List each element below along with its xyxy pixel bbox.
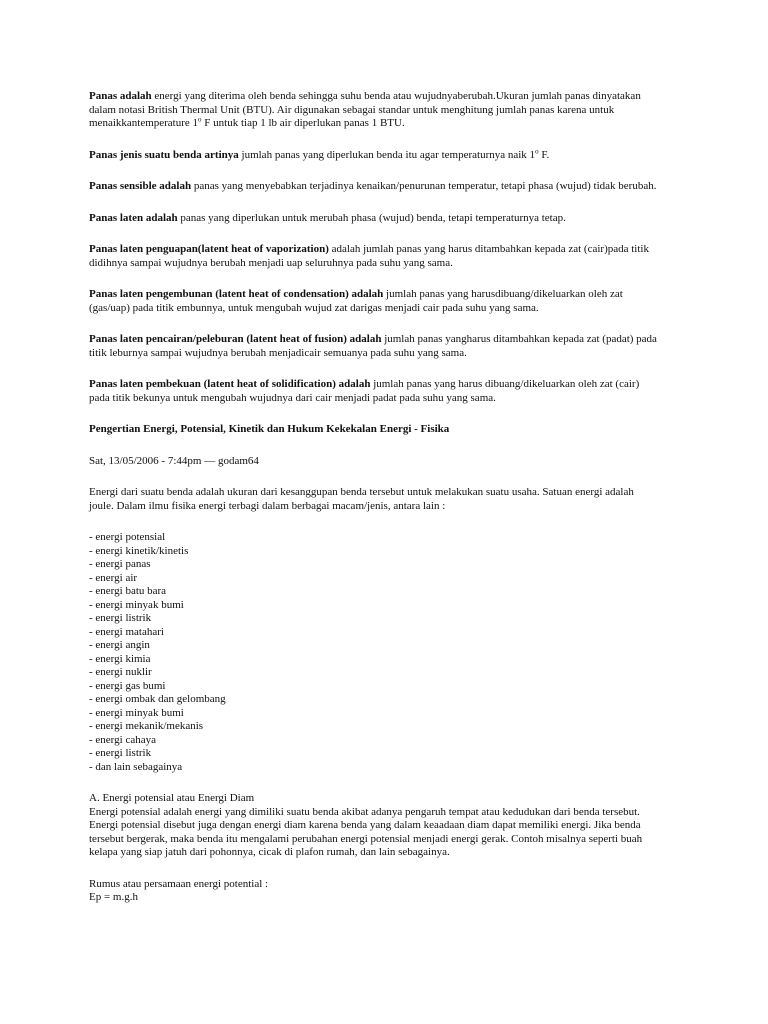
definition-pembekuan — [89, 378, 689, 405]
list-item: - energi angin — [89, 639, 150, 651]
list-item: - energi ombak dan gelombang — [89, 693, 226, 705]
formula-label: Rumus atau persamaan energi potential : — [89, 877, 269, 890]
definition-text: F. — [538, 148, 550, 161]
definition-term: Panas sensible adalah — [89, 180, 192, 192]
list-item: - energi minyak bumi — [89, 598, 184, 611]
list-item: - energi potensial — [89, 531, 166, 543]
list-item: - energi gas bumi — [89, 679, 166, 692]
definition-text: didihnya sampai wujudnya berubah menjadi uap seluruhnya pada suhu yang sama. — [89, 256, 453, 269]
definition-pengembunan — [89, 288, 689, 315]
list-item: - energi kimia — [89, 652, 151, 665]
definition-term: Panas jenis suatu benda artinya — [89, 148, 239, 161]
definition-text: F untuk tiap 1 lb air diperlukan panas 1 BTU. — [201, 117, 405, 129]
definition-text: titik leburnya sampai wujudnya berubah menjadicair semuanya pada suhu yang sama. — [89, 346, 467, 359]
list-item: - energi listrik — [89, 747, 152, 759]
list-item: - energi matahari — [89, 625, 164, 638]
intro-line: Energi dari suatu benda adalah ukuran dari kesanggupan benda tersebut untuk melakukan suatu usaha. Satuan energi adalah — [89, 486, 634, 498]
definition-term: Panas laten pembekuan (latent heat of solidification) adalah — [89, 378, 371, 390]
definition-text: pada titik bekunya untuk mengubah wujudnya dari cair menjadi padat pada suhu yang sama. — [89, 391, 496, 404]
list-item: - energi cahaya — [89, 733, 156, 746]
formula: Ep = m.g.h — [89, 891, 138, 903]
list-item: - energi kinetik/kinetis — [89, 544, 189, 557]
definition-text: jumlah panas yang harus dibuang/dikeluarkan oleh zat (cair) — [370, 378, 640, 390]
section-line: Energi potensial adalah energi yang dimiliki suatu benda akibat adanya pengaruh tempat atau kedudukan dari benda tersebut. — [89, 805, 640, 818]
degree-symbol: o — [535, 146, 539, 155]
definition-text: jumlah panas yangharus ditambahkan kepada zat (padat) pada — [381, 333, 657, 345]
definition-term: Panas laten penguapan(latent heat of vaporization) — [89, 243, 329, 255]
article-intro — [89, 486, 689, 513]
definition-pencairan — [89, 333, 689, 360]
section-line: kelapa yang siap jatuh dari pohonnya, cicak di plafon rumah, dan lain sebagainya. — [89, 846, 450, 858]
definition-penguapan — [89, 243, 689, 270]
definition-panas-sensible — [89, 180, 689, 194]
definition-panas-laten — [89, 212, 689, 226]
list-item: - energi batu bara — [89, 585, 167, 597]
definition-text: jumlah panas yang harusdibuang/dikeluarkan oleh zat — [383, 288, 623, 300]
definition-text: (gas/uap) pada titik embunnya, untuk mengubah wujud zat darigas menjadi cair pada suhu yang sama. — [89, 301, 539, 314]
energy-type-list — [89, 531, 689, 774]
section-line: tersebut bergerak, maka benda itu mengalami perubahan energi potensial menjadi energi gerak. Contoh misalnya seperti buah — [89, 832, 643, 845]
definition-text: menaikkantemperature 1 — [89, 117, 199, 129]
list-item: - energi listrik — [89, 612, 152, 624]
article-meta: Sat, 13/05/2006 - 7:44pm — godam64 — [89, 454, 259, 467]
intro-line: joule. Dalam ilmu fisika energi terbagi dalam berbagai macam/jenis, antara lain : — [89, 499, 446, 512]
section-potential-energy — [89, 792, 689, 860]
article-title: Pengertian Energi, Potensial, Kinetik dan Hukum Kekekalan Energi - Fisika — [89, 423, 450, 435]
definition-text: panas yang menyebabkan terjadinya kenaikan/penurunan temperatur, tetapi phasa (wujud) tidak berubah. — [191, 180, 657, 192]
section-heading: A. Energi potensial atau Energi Diam — [89, 792, 255, 804]
definition-term: Panas laten adalah — [89, 211, 178, 224]
definition-panas-jenis — [89, 146, 689, 163]
document-page — [89, 90, 689, 905]
list-item: - energi minyak bumi — [89, 706, 184, 719]
definition-term: Panas laten pencairan/peleburan (latent heat of fusion) adalah — [89, 333, 382, 345]
section-line: Energi potensial disebut juga dengan energi diam karena benda yang dalam keaadaan diam dapat memiliki energi. Jika benda — [89, 819, 641, 831]
formula-block — [89, 878, 689, 905]
degree-symbol: o — [198, 115, 202, 124]
definition-text: jumlah panas yang diperlukan benda itu agar temperaturnya naik 1 — [238, 148, 536, 161]
definition-panas — [89, 90, 689, 131]
list-item: - dan lain sebagainya — [89, 760, 183, 773]
definition-text: adalah jumlah panas yang harus ditambahkan kepada zat (cair)pada titik — [328, 243, 649, 255]
list-item: - energi nuklir — [89, 666, 152, 678]
list-item: - energi air — [89, 571, 138, 584]
list-item: - energi panas — [89, 558, 151, 570]
definition-text: dalam notasi British Thermal Unit (BTU). Air digunakan sebagai standar untuk menghitung jumlah panas karena untuk — [89, 103, 615, 116]
definition-text: panas yang diperlukan untuk merubah phasa (wujud) benda, tetapi temperaturnya tetap. — [177, 211, 566, 224]
definition-text: energi yang diterima oleh benda sehingga suhu benda atau wujudnyaberubah.Ukuran jumlah panas dinyatakan — [151, 90, 641, 102]
definition-term: Panas adalah — [89, 90, 152, 102]
definition-term: Panas laten pengembunan (latent heat of condensation) adalah — [89, 288, 384, 300]
list-item: - energi mekanik/mekanis — [89, 720, 204, 732]
